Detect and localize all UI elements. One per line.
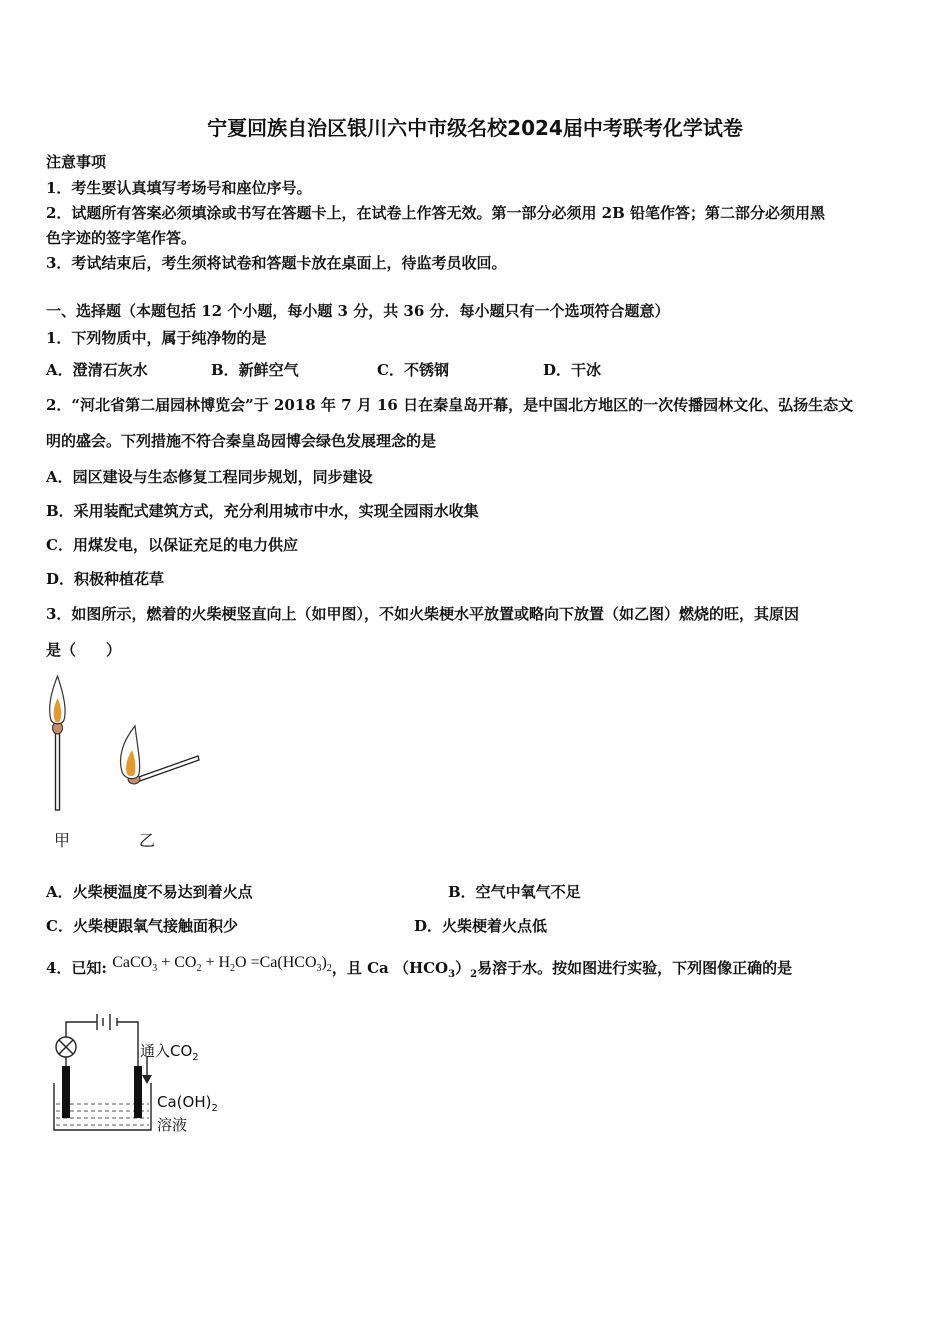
eq-part: ) (321, 954, 327, 971)
gas-inlet-text: 通入CO (140, 1042, 193, 1060)
question-3-stem-cont: 是（ ） (46, 641, 122, 659)
eq-part: + H (201, 954, 231, 971)
question-2-stem: 2．“河北省第二届园林博览会”于 2018 年 7 月 16 日在秦皇岛开幕，是中国北方地区的一次传播园林文化、弘扬生态文 (46, 396, 854, 414)
figure-label-jia: 甲 (54, 831, 71, 850)
q1-option-c[interactable]: C．不锈钢 (377, 361, 449, 379)
q4-suffix: ） (455, 959, 471, 977)
notice-item: 3．考试结束后，考生须将试卷和答题卡放在桌面上，待监考员收回。 (46, 254, 507, 272)
question-3-stem: 3．如图所示，燃着的火柴梗竖直向上（如甲图），不如火柴梗水平放置或略向下放置（如乙图）燃烧的旺，其原因 (46, 605, 799, 623)
q1-option-a[interactable]: A．澄清石灰水 (46, 361, 148, 379)
question-4-stem (46, 954, 793, 985)
match-figure (40, 670, 220, 815)
eq-part: (HCO (277, 954, 317, 971)
q2-option-b[interactable]: B．采用装配式建筑方式，充分利用城市中水，实现全园雨水收集 (46, 502, 479, 520)
exam-title: 宁夏回族自治区银川六中市级名校2024届中考联考化学试卷 (207, 116, 743, 140)
q4-equation (112, 954, 332, 975)
gas-inlet-sub: 2 (192, 1052, 199, 1063)
eq-part: CaCO (112, 954, 153, 971)
q3-option-b[interactable]: B．空气中氧气不足 (448, 883, 581, 901)
eq-sub: 3 (316, 963, 322, 975)
question-1-stem: 1．下列物质中，属于纯净物的是 (46, 329, 267, 347)
q4-suffix-sub: 2 (470, 969, 478, 980)
q3-option-a[interactable]: A．火柴梗温度不易达到着火点 (46, 883, 253, 901)
solution-text: Ca(OH) (157, 1093, 212, 1111)
question-2-stem-cont: 明的盛会。下列措施不符合秦皇岛园博会绿色发展理念的是 (46, 432, 437, 450)
section-heading: 一、选择题（本题包括 12 个小题，每小题 3 分，共 36 分．每小题只有一个选项符合题意） (46, 302, 670, 320)
eq-sub: 2 (230, 963, 236, 975)
eq-part: O =Ca (235, 954, 278, 971)
notice-heading: 注意事项 (46, 153, 107, 171)
notice-item: 色字迹的签字笔作答。 (46, 229, 197, 247)
figure-label-yi: 乙 (139, 831, 156, 850)
eq-sub: 3 (152, 963, 158, 975)
q2-option-a[interactable]: A．园区建设与生态修复工程同步规划，同步建设 (46, 468, 373, 486)
electrode-left (62, 1066, 70, 1118)
eq-part: + CO (157, 954, 197, 971)
solution-sub: 2 (211, 1103, 218, 1114)
eq-sub: 2 (326, 963, 332, 975)
q4-suffix: ，且 Ca （HCO (331, 959, 449, 977)
q3-option-d[interactable]: D．火柴梗着火点低 (414, 917, 548, 935)
q1-option-b[interactable]: B．新鲜空气 (211, 361, 299, 379)
solution-label (157, 1093, 218, 1114)
eq-sub: 2 (196, 963, 202, 975)
q4-suffix-sub: 3 (448, 969, 456, 980)
match-inclined-drawing (121, 726, 199, 784)
solution-label-2: 溶液 (157, 1116, 188, 1134)
q1-option-d[interactable]: D．干冰 (543, 361, 602, 379)
q3-option-c[interactable]: C．火柴梗跟氧气接触面积少 (46, 917, 238, 935)
q4-suffix: 易溶于水。按如图进行实验，下列图像正确的是 (477, 959, 793, 977)
match-vertical-drawing (50, 676, 66, 810)
notice-item: 2．试题所有答案必须填涂或书写在答题卡上，在试卷上作答无效。第一部分必须用 2B 铅笔作答；第二部分必须用黑 (46, 204, 826, 222)
gas-inlet-label (140, 1040, 199, 1063)
q2-option-d[interactable]: D．积极种植花草 (46, 570, 165, 588)
q4-prefix: 4．已知: (46, 959, 107, 977)
q2-option-c[interactable]: C．用煤发电，以保证充足的电力供应 (46, 536, 298, 554)
notice-item: 1．考生要认真填写考场号和座位序号。 (46, 179, 312, 197)
